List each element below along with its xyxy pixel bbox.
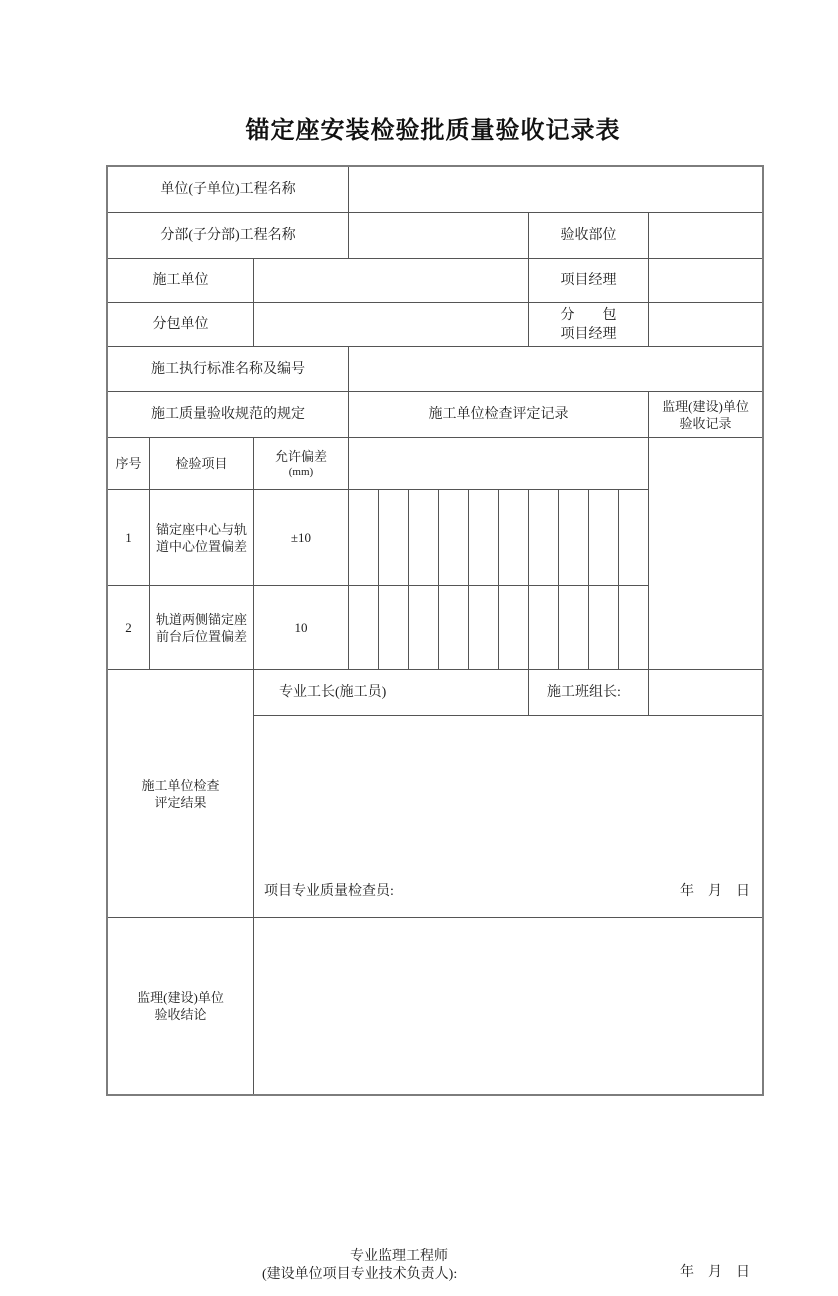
- row2-item: 轨道两侧锚定座前台后位置偏差: [150, 586, 254, 670]
- evaluation-area-cell: [254, 716, 762, 918]
- conclusion-label: [108, 918, 254, 1094]
- col-header-no: 序号: [108, 438, 150, 490]
- evaluation-date-label: 年 月 日: [680, 884, 750, 899]
- row2-measure-cell-3: [409, 586, 439, 670]
- row2-no: 2: [108, 586, 150, 670]
- row2-measure-cell-2: [379, 586, 409, 670]
- acceptance-part-label: 验收部位: [529, 213, 649, 259]
- row2-measure-cell-4: [439, 586, 469, 670]
- project-manager-value-cell: [649, 259, 762, 303]
- standard-label: 施工执行标准名称及编号: [108, 347, 349, 392]
- conclusion-area-cell: [254, 1120, 762, 1296]
- project-manager-label: 项目经理: [529, 259, 649, 303]
- col-header-tolerance-line2: (mm): [288, 465, 314, 478]
- col-header-item: 检验项目: [150, 438, 254, 490]
- row2-measure-cell-1: [349, 586, 379, 670]
- row2-measure-cell-9: [589, 586, 619, 670]
- row1-measure-cell-5: [469, 490, 499, 586]
- subdivision-project-label: 分部(子分部)工程名称: [108, 213, 349, 259]
- row1-measure-cell-7: [529, 490, 559, 586]
- subcontract-pm-value-cell: [649, 303, 762, 347]
- row2-measure-cell-5: [469, 586, 499, 670]
- measure-header-cell: [349, 438, 649, 490]
- conclusion-label-line1: 监理(建设)单位: [137, 990, 224, 1005]
- subcontractor-value-cell: [254, 303, 529, 347]
- row2-measure-cell-8: [559, 586, 589, 670]
- acceptance-part-value-cell: [649, 213, 762, 259]
- row1-measure-cell-2: [379, 490, 409, 586]
- row1-tolerance: ±10: [254, 490, 349, 586]
- inspector-label: 项目专业质量检查员:: [264, 884, 394, 899]
- row1-measure-cell-8: [559, 490, 589, 586]
- subcontractor-label: 分包单位: [108, 303, 254, 347]
- supervision-record-header-line2: 验收记录: [679, 415, 732, 431]
- row2-tolerance: 10: [254, 586, 349, 670]
- subdivision-project-value-cell: [349, 213, 529, 259]
- row2-measure-cell-6: [499, 586, 529, 670]
- row1-measure-cell-1: [349, 490, 379, 586]
- team-leader-label: 施工班组长:: [529, 670, 649, 716]
- supervision-record-cell: [649, 438, 762, 670]
- conclusion-date-label: 年 月 日: [680, 1265, 750, 1280]
- page-title: 锚定座安装检验批质量验收记录表: [245, 118, 621, 144]
- evaluation-result-label-line2: 评定结果: [154, 794, 207, 810]
- subcontract-pm-label: [529, 303, 649, 347]
- team-leader-value-cell: [649, 670, 762, 716]
- row2-measure-cell-10: [619, 586, 649, 670]
- col-header-tolerance: [254, 438, 349, 490]
- col-header-tolerance-line1: 允许偏差: [274, 448, 327, 464]
- construction-unit-label: 施工单位: [108, 259, 254, 303]
- form-table: [106, 165, 764, 1282]
- conclusion-label-line2: 验收结论: [154, 1007, 207, 1022]
- spec-header-label: 施工质量验收规范的规定: [108, 392, 349, 438]
- row1-measure-cell-10: [619, 490, 649, 586]
- row1-measure-cell-6: [499, 490, 529, 586]
- subcontract-pm-label-line1: 分 包: [560, 307, 617, 323]
- row2-measure-cell-7: [529, 586, 559, 670]
- subcontract-pm-label-line2: 项目经理: [560, 326, 617, 342]
- construction-unit-value-cell: [254, 259, 529, 303]
- row1-item: 锚定座中心与轨道中心位置偏差: [150, 490, 254, 586]
- supervisor-sign-block: [262, 1248, 457, 1284]
- unit-project-label: 单位(子单位)工程名称: [108, 167, 349, 213]
- evaluation-result-label: [108, 670, 254, 918]
- row1-measure-cell-3: [409, 490, 439, 586]
- row1-no: 1: [108, 490, 150, 586]
- row1-measure-cell-4: [439, 490, 469, 586]
- foreman-label: 专业工长(施工员): [254, 670, 529, 716]
- check-record-header-label: 施工单位检查评定记录: [349, 392, 649, 438]
- supervisor-sign-line2: (建设单位项目专业技术负责人):: [262, 1267, 458, 1282]
- standard-value-cell: [349, 347, 762, 392]
- supervision-record-header-line1: 监理(建设)单位: [662, 398, 749, 414]
- unit-project-value-cell: [349, 167, 762, 213]
- evaluation-result-label-line1: 施工单位检查: [141, 777, 220, 793]
- supervisor-sign-line1: 专业监理工程师: [350, 1249, 448, 1264]
- row1-measure-cell-9: [589, 490, 619, 586]
- supervision-record-header-label: [649, 392, 762, 438]
